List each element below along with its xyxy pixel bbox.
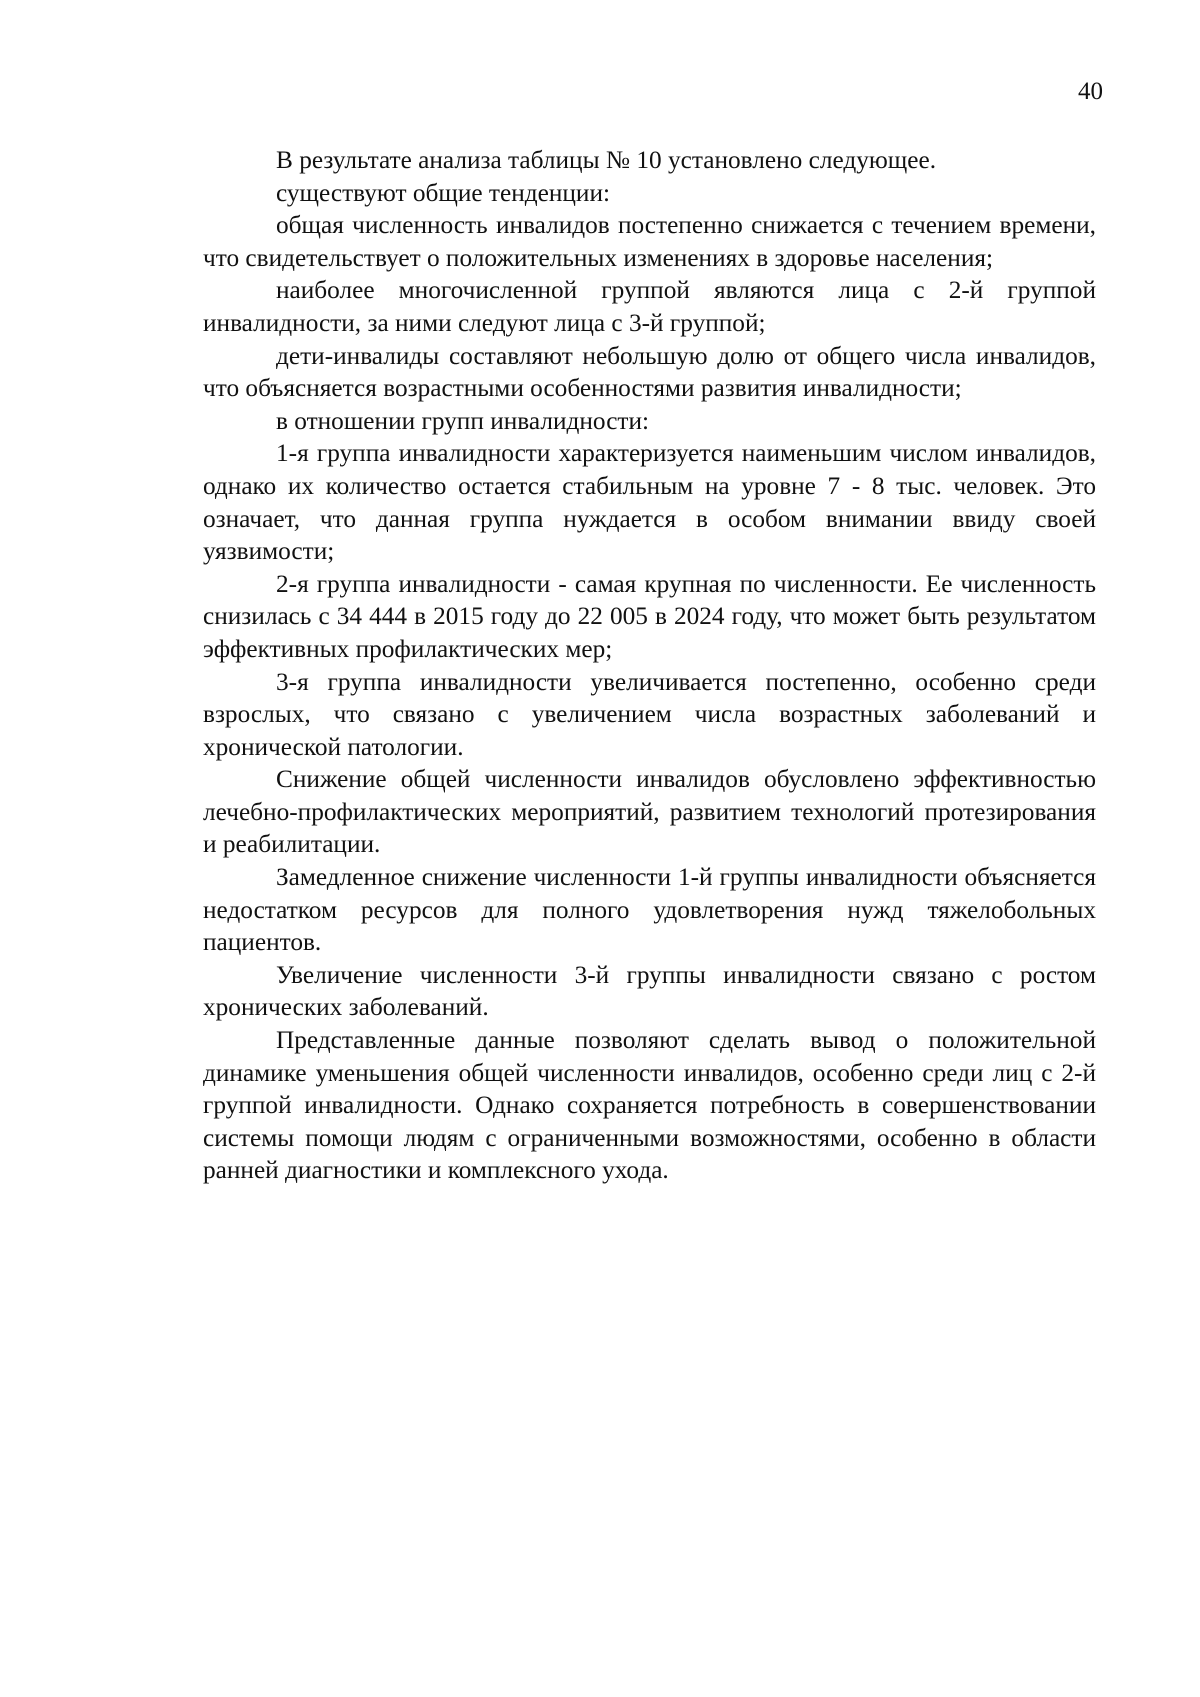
paragraph-total-decrease: общая численность инвалидов постепенно снижается с течением времени, что свидетельствует о положительных изменениях в здоровье населения;: [203, 211, 1096, 272]
paragraph-group-3: 3-я группа инвалидности увеличивается постепенно, особенно среди взрослых, что связано с увеличением числа возрастных заболеваний и хронической патологии.: [203, 667, 1096, 761]
paragraph-general-trends-heading: существуют общие тенденции:: [276, 178, 611, 207]
page-number: 40: [1078, 78, 1103, 105]
paragraph-decrease-reasons: Снижение общей численности инвалидов обусловлено эффективностью лечебно-профилактических мероприятий, развитием технологий протезирования и реабилитации.: [203, 765, 1096, 859]
paragraph-group-1: 1-я группа инвалидности характеризуется наименьшим числом инвалидов, однако их количество остается стабильным на уровне 7 - 8 тыс. человек. Это означает, что данная группа нуждается в особом внимании ввиду своей уязвимости;: [203, 439, 1096, 566]
paragraph-group-2: 2-я группа инвалидности - самая крупная по численности. Ее численность снизилась с 34 444 в 2015 году до 22 005 в 2024 году, что может быть результатом эффективных профилактических мер;: [203, 569, 1096, 663]
paragraph-groups-heading: в отношении групп инвалидности:: [276, 406, 650, 435]
paragraph-intro: В результате анализа таблицы № 10 установлено следующее.: [276, 146, 937, 174]
paragraph-slow-decrease: Замедленное снижение численности 1-й группы инвалидности объясняется недостатком ресурсов для полного удовлетворения нужд тяжелобольных пациентов.: [203, 863, 1096, 957]
paragraph-conclusion: Представленные данные позволяют сделать вывод о положительной динамике уменьшения общей численности инвалидов, особенно среди лиц с 2-й группой инвалидности. Однако сохраняется потребность в совершенствовании системы помощи людям с ограниченными возможностями, особенно в области ранней диагностики и комплексного ухода.: [203, 1026, 1096, 1185]
document-body: [203, 144, 1096, 1187]
paragraph-children: дети-инвалиды составляют небольшую долю от общего числа инвалидов, что объясняется возрастными особенностями развития инвалидности;: [203, 341, 1096, 403]
paragraph-group-3-increase: Увеличение численности 3-й группы инвалидности связано с ростом хронических заболеваний.: [203, 960, 1096, 1022]
paragraph-largest-group: наиболее многочисленной группой являются лица с 2-й группой инвалидности, за ними следуют лица с 3-й группой;: [203, 276, 1096, 337]
